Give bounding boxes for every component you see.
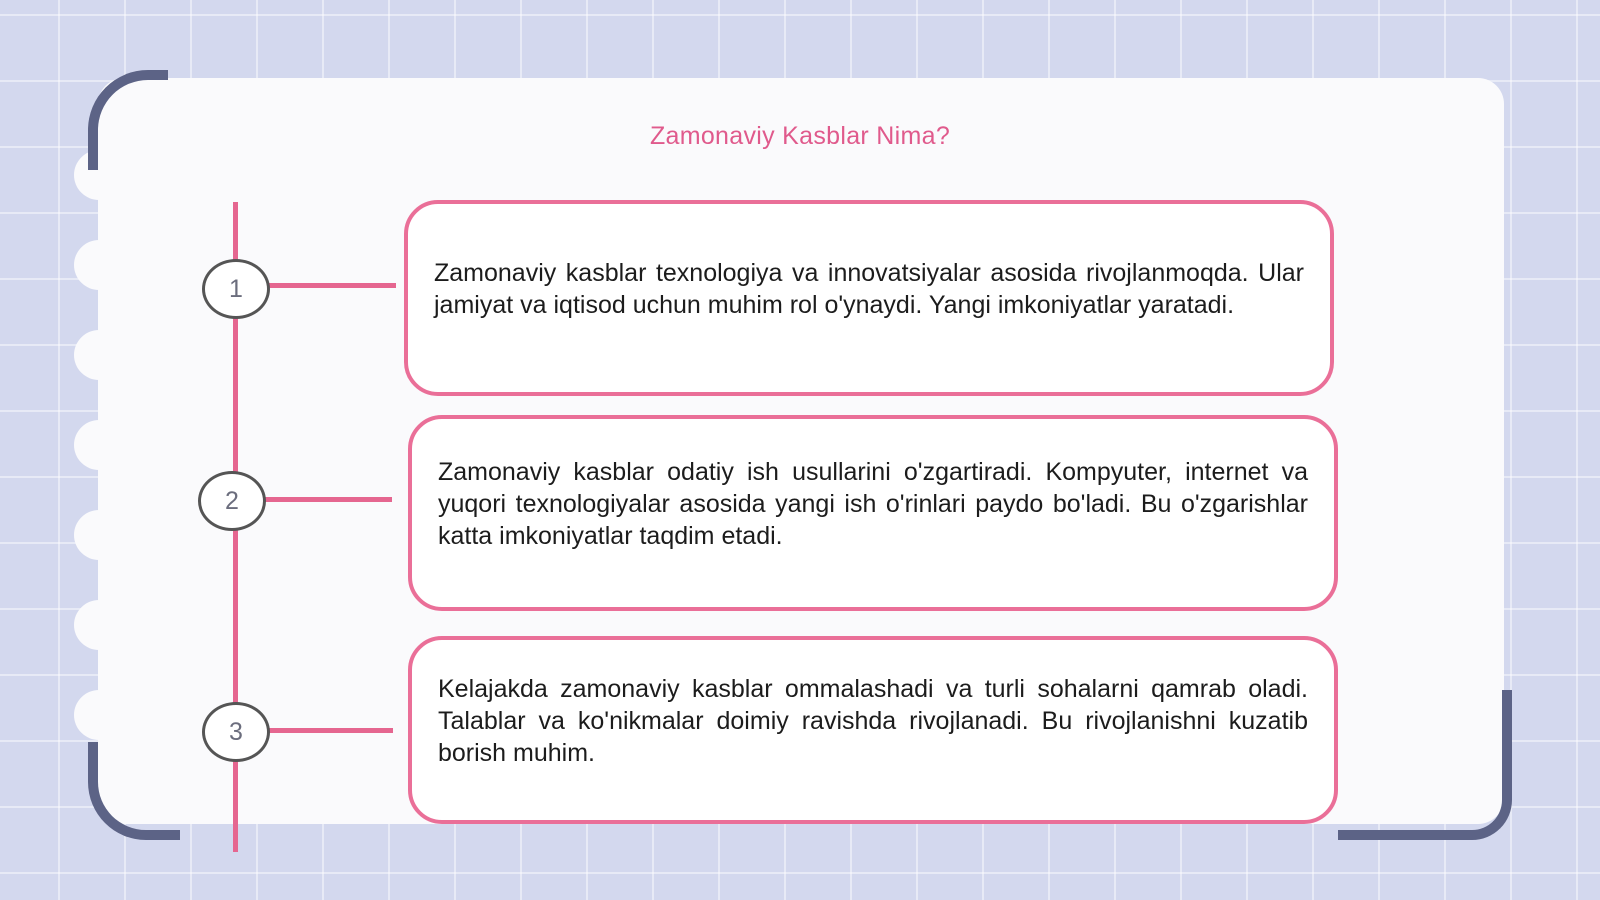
content-box-2 (408, 415, 1338, 611)
paper-scallop (74, 690, 126, 740)
timeline-node-3: 3 (202, 702, 270, 762)
timeline-connector (266, 283, 396, 288)
corner-bracket-top-left (88, 70, 168, 170)
content-text-1: Zamonaviy kasblar texnologiya va innovatsiyalar asosida rivojlanmoqda. Ular jamiyat va iqtisod uchun muhim rol o'ynaydi. Yangi imkoniyatlar yaratadi. (434, 259, 1304, 319)
corner-bracket-bottom-right (1338, 690, 1512, 840)
timeline-node-2: 2 (198, 471, 266, 531)
paper-scallop (74, 330, 126, 380)
timeline-node-1: 1 (202, 259, 270, 319)
content-box-1 (404, 200, 1334, 396)
slide-title: Zamonaviy Kasblar Nima? (649, 122, 951, 150)
corner-bracket-bottom-left (88, 742, 180, 840)
paper-scallop (74, 600, 126, 650)
content-text-3: Kelajakda zamonaviy kasblar ommalashadi va turli sohalarni qamrab oladi. Talablar va ko'nikmalar doimiy ravishda rivojlanadi. Bu rivojlanishni kuzatib borish muhim. (438, 675, 1308, 767)
paper-scallop (74, 510, 126, 560)
timeline-connector (262, 497, 392, 502)
content-box-3 (408, 636, 1338, 824)
paper-scallop (74, 420, 126, 470)
content-text-2: Zamonaviy kasblar odatiy ish usullarini o'zgartiradi. Kompyuter, internet va yuqori texnologiyalar asosida yangi ish o'rinlari paydo bo'ladi. Bu o'zgarishlar katta imkoniyatlar taqdim etadi. (438, 458, 1308, 550)
timeline-connector (266, 728, 393, 733)
paper-scallop (74, 240, 126, 290)
